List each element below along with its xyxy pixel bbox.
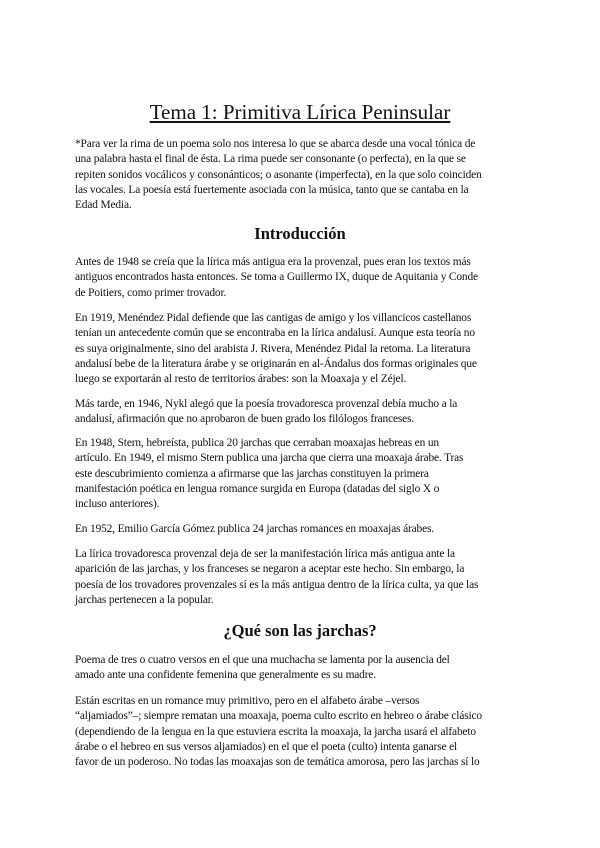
text-line: En 1952, Emilio García Gómez publica 24 jarchas romances en moaxajas árabes. [75, 523, 434, 535]
text-line: (dependiendo de la lengua en la que estuviera escrita la moaxaja, la jarcha usará el alfabeto [75, 725, 476, 738]
section-heading-introduccion: Introducción [254, 224, 346, 243]
page-title: Tema 1: Primitiva Lírica Peninsular [149, 100, 451, 124]
paragraph [75, 522, 525, 537]
paragraph [75, 255, 525, 301]
text-line: La lírica trovadoresca provenzal deja de ser la manifestación lírica más antigua ante la [75, 548, 455, 560]
text-line: andalusí, afirmación que no aprobaron de buen grado los filólogos franceses. [75, 413, 415, 426]
paragraph [75, 436, 525, 512]
text-line: Poema de tres o cuatro versos en el que una muchacha se lamenta por la ausencia del [75, 654, 450, 666]
text-line: de Poitiers, como primer trovador. [75, 286, 227, 299]
paragraph [75, 653, 525, 684]
text-line: jarchas pertenecen a la popular. [75, 593, 214, 606]
text-line: luego se exportarán al resto de territorios árabes: son la Moaxaja y el Zéjel. [75, 373, 407, 386]
intro-note [75, 137, 525, 213]
text-line: es suya originalmente, sino del arabista J. Rivera, Menéndez Pidal la retoma. La literatura [75, 342, 471, 355]
paragraph [75, 694, 525, 770]
text-line: Antes de 1948 se creía que la lírica más antigua era la provenzal, pues eran los textos más [75, 256, 471, 268]
text-line: Están escritas en un romance muy primitivo, pero en el alfabeto árabe –versos [75, 695, 420, 707]
text-line: repiten sonidos vocálicos y consonánticos; o asonante (imperfecta), en la que solo coinciden [75, 168, 482, 181]
text-line: artículo. En 1949, el mismo Stern publica una jarcha que cierra una moaxaja árabe. Tras [75, 452, 464, 465]
text-line: poesía de los trovadores provenzales sí es la más antigua dentro de la lírica culta, ya que las [75, 578, 479, 591]
paragraph [75, 547, 525, 608]
paragraph [75, 397, 525, 428]
text-line: antiguos encontrados hasta entonces. Se toma a Guillermo IX, duque de Aquitania y Conde [75, 271, 478, 284]
text-line: incluso anteriores). [75, 498, 160, 511]
text-line: *Para ver la rima de un poema solo nos interesa lo que se abarca desde una vocal tónica de [75, 138, 476, 150]
text-line: este descubrimiento comienza a afirmarse que las jarchas constituyen la primera [75, 467, 429, 480]
text-line: tenían un antecedente común que se encontraba en la lírica andalusí. Aunque esta teoría no [75, 327, 475, 340]
text-line: Más tarde, en 1946, Nykl alegó que la poesía trovadoresca provenzal debía mucho a la [75, 398, 458, 410]
text-line: En 1919, Menéndez Pidal defiende que las cantigas de amigo y los villancicos castellanos [75, 312, 472, 324]
text-line: amado ante una confidente femenina que generalmente es su madre. [75, 669, 376, 682]
text-line: En 1948, Stern, hebreísta, publica 20 jarchas que cerraban moaxajas hebreas en un [75, 437, 439, 449]
text-line: aparición de las jarchas, y los franceses se negaron a aceptar este hecho. Sin embargo, la [75, 563, 465, 576]
text-line: árabe o el hebreo en sus versos aljamiados) en el que el poeta (culto) intenta ganarse el [75, 740, 457, 753]
section-heading-jarchas: ¿Qué son las jarchas? [223, 621, 377, 640]
text-line: Edad Media. [75, 199, 132, 212]
text-line: “aljamiados”–; siempre rematan una moaxaja, poema culto escrito en hebreo o árabe clásico [75, 710, 482, 723]
text-line: las vocales. La poesía está fuertemente asociada con la música, tanto que se cantaba en la [75, 183, 469, 196]
text-line: favor de un poderoso. No todas las moaxajas son de temática amorosa, pero las jarchas sí lo [75, 756, 480, 769]
text-line: andalusí bebe de la literatura árabe y se originarán en al-Ándalus dos formas originales que [75, 357, 477, 370]
paragraph [75, 311, 525, 387]
text-line: una palabra hasta el final de ésta. La rima puede ser consonante (o perfecta), en la que se [75, 153, 466, 166]
text-line: manifestación poética en lengua romance surgida en Europa (datadas del siglo X o [75, 482, 440, 495]
